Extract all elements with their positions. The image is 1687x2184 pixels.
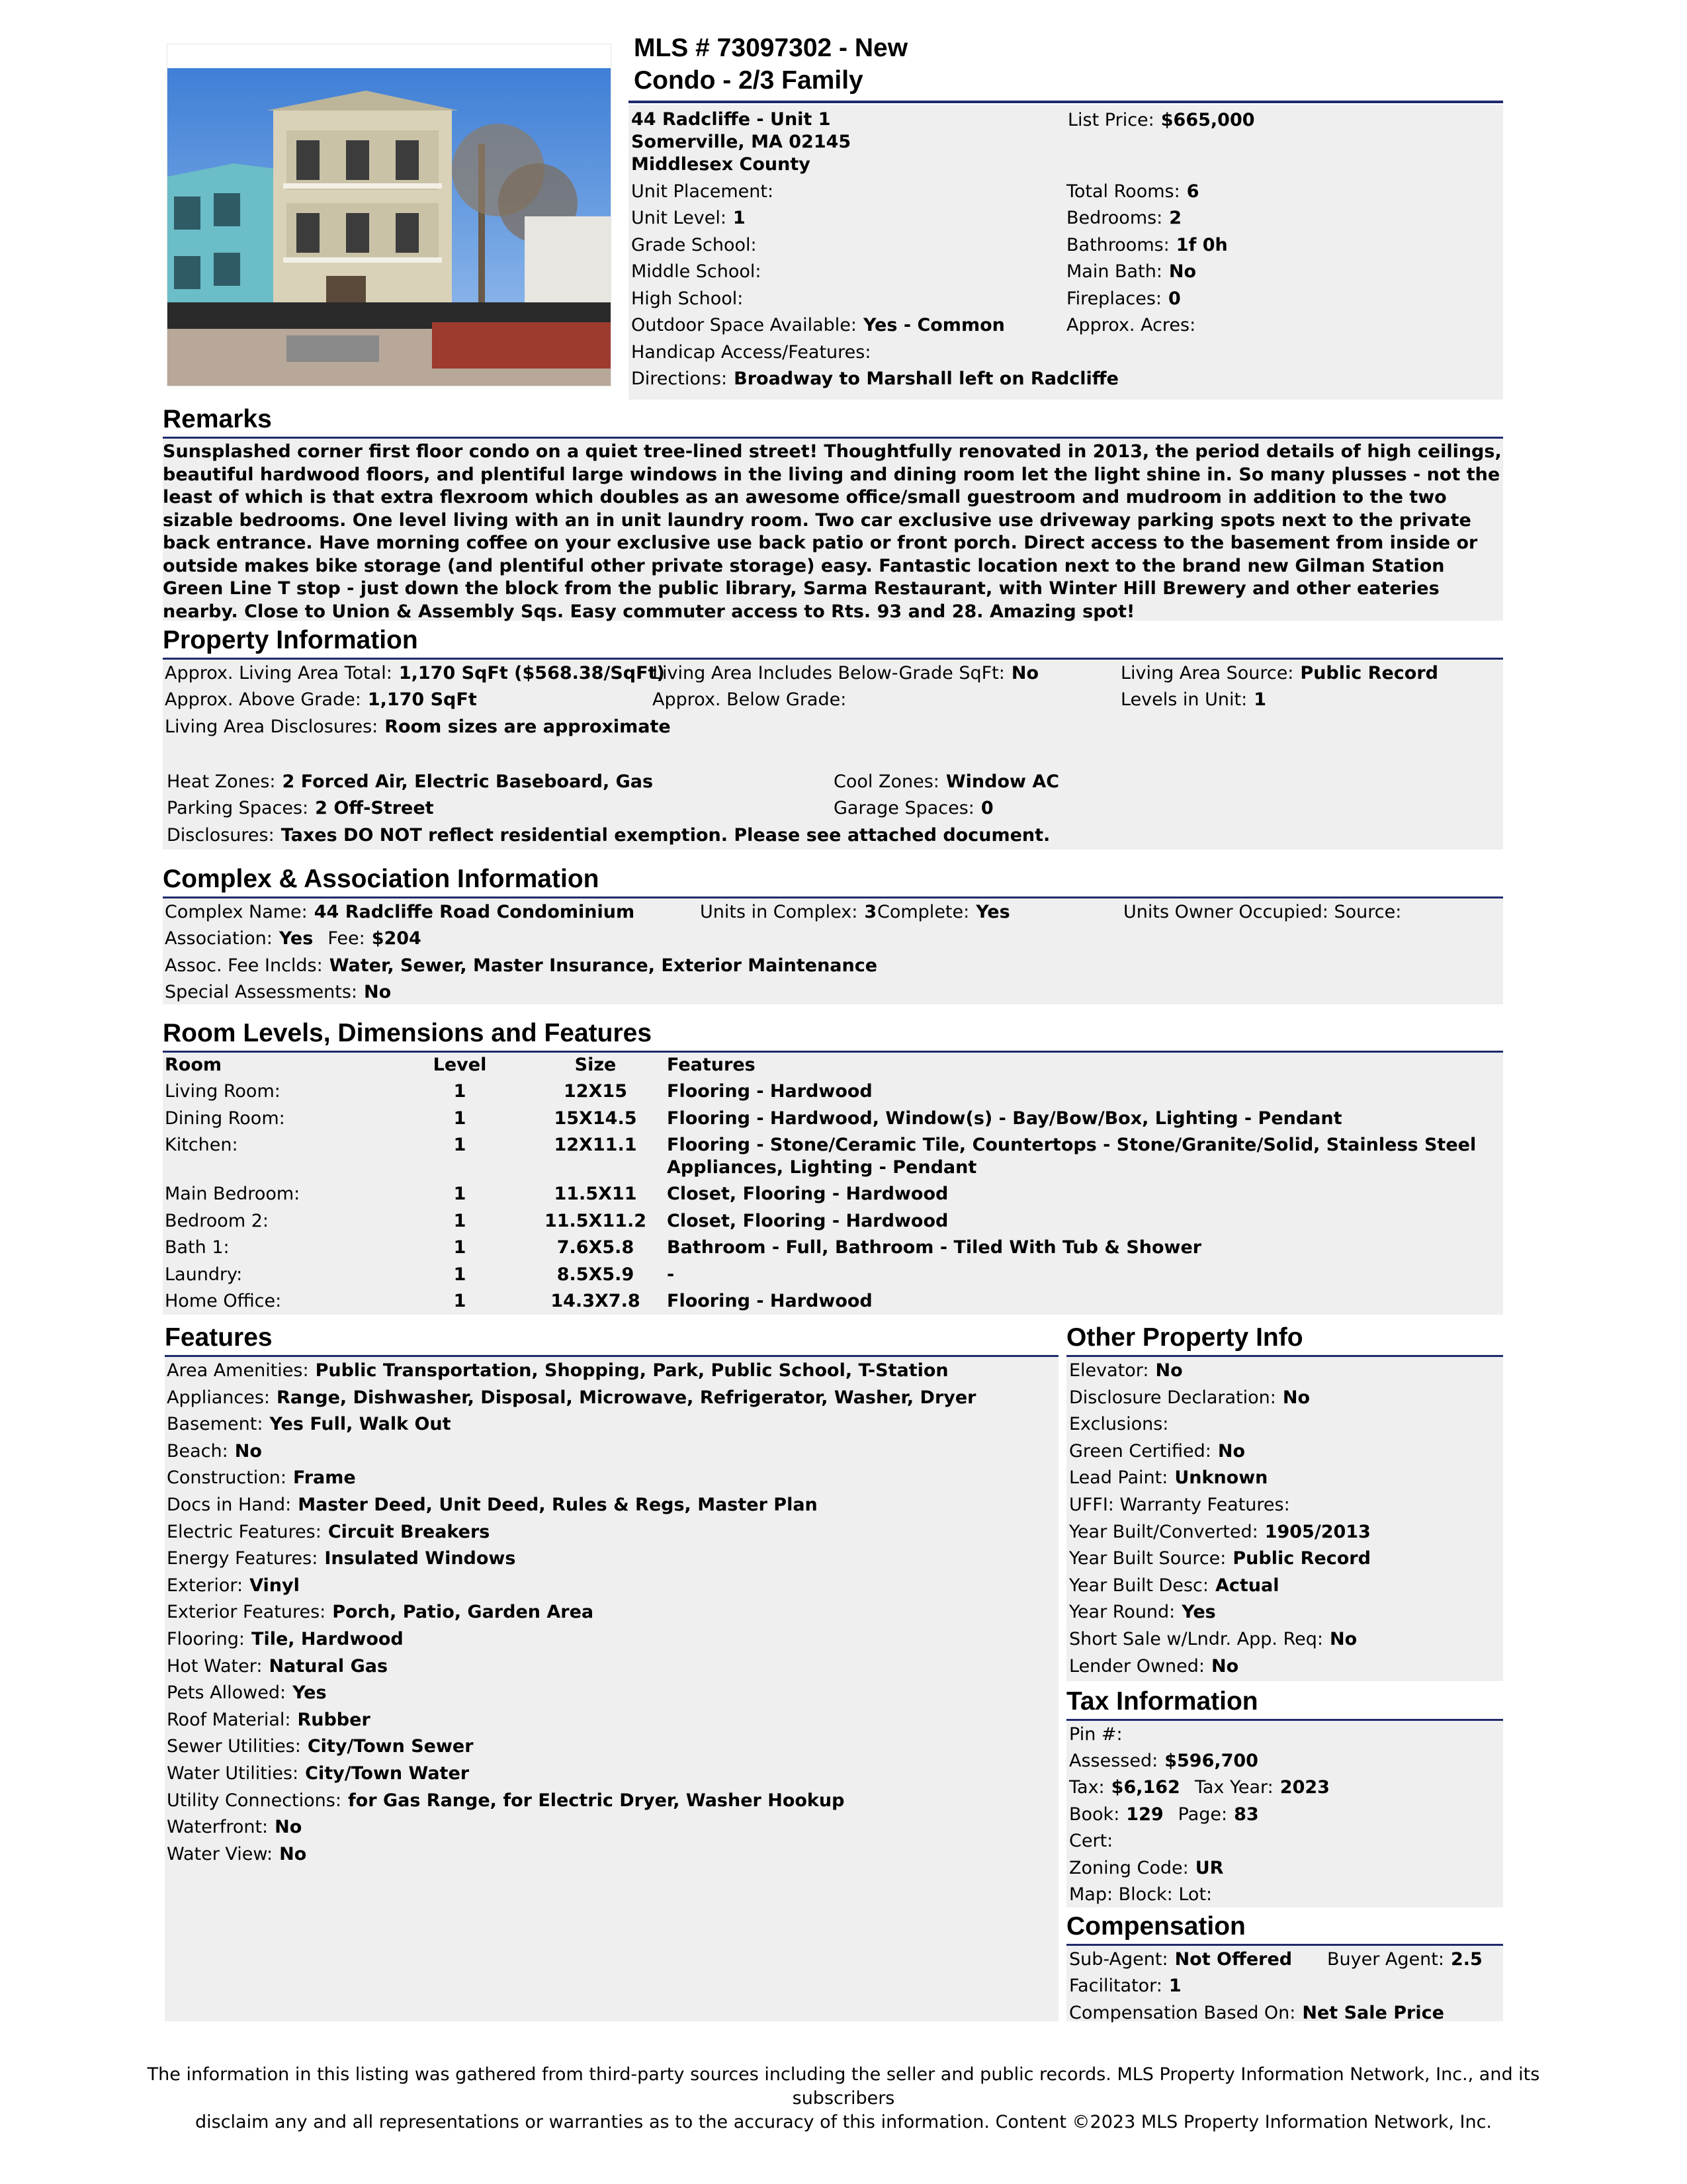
book-page: Book: 129 Page: 83: [1069, 1804, 1259, 1825]
fireplaces: Fireplaces: 0: [1066, 288, 1181, 309]
disclosures: Disclosures: Taxes DO NOT reflect residential exemption. Please see attached document.: [167, 825, 1051, 846]
total-rooms: Total Rooms: 6: [1066, 181, 1199, 202]
feature-item: Hot Water: Natural Gas: [167, 1655, 388, 1677]
levels-in-unit: Levels in Unit: 1: [1121, 689, 1266, 710]
other-info-item: Year Built/Converted: 1905/2013: [1069, 1521, 1371, 1542]
bathrooms: Bathrooms: 1f 0h: [1066, 235, 1228, 255]
feature-item: Construction: Frame: [167, 1467, 356, 1489]
facilitator: Facilitator: 1: [1069, 1976, 1182, 1996]
living-area-total: Approx. Living Area Total: 1,170 SqFt ($568.38/SqFt): [165, 663, 665, 683]
features-heading: Features: [165, 1323, 273, 1352]
feature-item: Energy Features: Insulated Windows: [167, 1548, 516, 1569]
grade-school: Grade School:: [631, 235, 757, 255]
feature-item: Roof Material: Rubber: [167, 1709, 370, 1730]
units-owner-occupied: Units Owner Occupied: Source:: [1123, 902, 1402, 922]
other-info-item: Disclosure Declaration: No: [1069, 1387, 1311, 1408]
remarks-heading: Remarks: [163, 405, 272, 433]
garage-spaces: Garage Spaces: 0: [834, 798, 994, 818]
tax-heading: Tax Information: [1066, 1687, 1258, 1716]
units-in-complex: Units in Complex: 3: [700, 902, 877, 922]
association-fee: $204: [371, 928, 421, 949]
compensation-heading: Compensation: [1066, 1912, 1246, 1941]
sub-agent: Sub-Agent: Not Offered: [1069, 1949, 1293, 1970]
property-type: Condo - 2/3 Family: [634, 66, 863, 95]
cool-zones: Cool Zones: Window AC: [834, 771, 1060, 792]
compensation-based-on: Compensation Based On: Net Sale Price: [1069, 2003, 1444, 2023]
assoc-fee-includes: Assoc. Fee Inclds: Water, Sewer, Master Insurance, Exterior Maintenance: [165, 955, 878, 976]
other-info-item: Year Built Source: Public Record: [1069, 1548, 1371, 1569]
rooms-header-features: Features: [667, 1055, 756, 1075]
association: Association: Yes Fee: $204: [165, 928, 421, 949]
other-info-item: Elevator: No: [1069, 1360, 1183, 1381]
feature-item: Docs in Hand: Master Deed, Unit Deed, Rules & Regs, Master Plan: [167, 1495, 818, 1515]
buyer-agent: Buyer Agent: 2.5: [1327, 1949, 1483, 1970]
tax-amount: Tax: $6,162 Tax Year: 2023: [1069, 1777, 1330, 1798]
disclaimer-footer: [99, 2063, 1588, 2134]
other-info-item: UFFI: Warranty Features:: [1069, 1495, 1290, 1515]
feature-item: Water View: No: [167, 1843, 307, 1864]
other-info-item: Year Built Desc: Actual: [1069, 1575, 1279, 1596]
list-price: List Price: $665,000: [1068, 110, 1255, 130]
map-block-lot: Map: Block: Lot:: [1069, 1884, 1213, 1905]
feature-item: Utility Connections: for Gas Range, for Electric Dryer, Washer Hookup: [167, 1790, 845, 1811]
living-area-source: Living Area Source: Public Record: [1121, 663, 1438, 683]
living-area-disclosures: Living Area Disclosures: Room sizes are approximate: [165, 717, 671, 737]
feature-item: Exterior: Vinyl: [167, 1575, 300, 1596]
tax-year: 2023: [1279, 1777, 1330, 1798]
approx-acres: Approx. Acres:: [1066, 315, 1196, 335]
feature-item: Water Utilities: City/Town Water: [167, 1763, 470, 1784]
middle-school: Middle School:: [631, 261, 761, 282]
feature-item: Basement: Yes Full, Walk Out: [167, 1414, 451, 1435]
zoning-code: Zoning Code: UR: [1069, 1858, 1224, 1878]
outdoor-space: Outdoor Space Available: Yes - Common: [631, 315, 1005, 335]
disclaimer-line2: disclaim any and all representations or warranties as to the accuracy of this information. Content ©2023 MLS Property Information Network, Inc.: [195, 2112, 1492, 2132]
other-info-item: Exclusions:: [1069, 1414, 1169, 1435]
unit-placement: Unit Placement:: [631, 181, 774, 202]
disclaimer-line1: The information in this listing was gathered from third-party sources including the seller and public records. MLS Property Information Network, Inc., and its subscribers: [147, 2064, 1540, 2109]
high-school: High School:: [631, 288, 744, 309]
other-info-item: Year Round: Yes: [1069, 1602, 1216, 1623]
property-info-panel: [163, 660, 1503, 850]
other-info-item: Green Certified: No: [1069, 1440, 1246, 1462]
other-info-item: Lead Paint: Unknown: [1069, 1467, 1268, 1489]
feature-item: Sewer Utilities: City/Town Sewer: [167, 1736, 474, 1757]
feature-item: Appliances: Range, Dishwasher, Disposal, Microwave, Refrigerator, Washer, Dryer: [167, 1387, 976, 1408]
house-photo: [167, 44, 611, 386]
parking-spaces: Parking Spaces: 2 Off-Street: [167, 798, 434, 818]
property-info-heading: Property Information: [163, 626, 418, 654]
address-county: Middlesex County: [631, 154, 810, 175]
complete: Complete: Yes: [877, 902, 1010, 922]
handicap-access: Handicap Access/Features:: [631, 342, 871, 363]
feature-item: Waterfront: No: [167, 1817, 302, 1838]
rooms-header-room: Room: [165, 1055, 222, 1075]
cert: Cert:: [1069, 1831, 1113, 1851]
rooms-header-size: Size: [574, 1055, 617, 1075]
main-bath: Main Bath: No: [1066, 261, 1197, 282]
feature-item: Pets Allowed: Yes: [167, 1682, 327, 1704]
bedrooms: Bedrooms: 2: [1066, 208, 1182, 228]
below-grade: Approx. Below Grade:: [652, 689, 847, 710]
feature-item: Exterior Features: Porch, Patio, Garden Area: [167, 1602, 594, 1623]
pin-number: Pin #:: [1069, 1724, 1123, 1745]
rooms-header-level: Level: [433, 1055, 487, 1075]
list-price-value: $665,000: [1160, 110, 1255, 130]
feature-item: Beach: No: [167, 1440, 262, 1462]
heat-zones: Heat Zones: 2 Forced Air, Electric Baseboard, Gas: [167, 771, 654, 792]
includes-below-grade: Living Area Includes Below-Grade SqFt: No: [652, 663, 1039, 683]
complex-heading: Complex & Association Information: [163, 865, 599, 893]
address-line1: 44 Radcliffe - Unit 1: [631, 109, 831, 130]
other-info-item: Lender Owned: No: [1069, 1655, 1239, 1677]
feature-item: Area Amenities: Public Transportation, Shopping, Park, Public School, T-Station: [167, 1360, 949, 1381]
listing-title: [634, 32, 908, 97]
above-grade: Approx. Above Grade: 1,170 SqFt: [165, 689, 477, 710]
special-assessments: Special Assessments: No: [165, 982, 392, 1002]
house-photo-svg: [167, 44, 611, 386]
other-info-heading: Other Property Info: [1066, 1323, 1303, 1352]
unit-level: Unit Level: 1: [631, 208, 746, 228]
address-line2: Somerville, MA 02145: [631, 132, 851, 152]
complex-name: Complex Name: 44 Radcliffe Road Condominium: [165, 902, 635, 922]
rooms-heading: Room Levels, Dimensions and Features: [163, 1019, 652, 1047]
feature-item: Electric Features: Circuit Breakers: [167, 1521, 490, 1542]
other-info-item: Short Sale w/Lndr. App. Req: No: [1069, 1629, 1358, 1649]
feature-item: Flooring: Tile, Hardwood: [167, 1629, 404, 1649]
assessed: Assessed: $596,700: [1069, 1751, 1258, 1771]
directions: Directions: Broadway to Marshall left on Radcliffe: [631, 369, 1119, 389]
mls-number: MLS # 73097302 - New: [634, 34, 908, 62]
remarks-text: Sunsplashed corner first floor condo on a quiet tree-lined street! Thoughtfully renovated in 2013, the period details of high ceilings, beautiful hardwood floors, and plentiful large windows in the living and dining room let the light shine in. So many plusses - not the least of which is that extra flexroom which doubles as an awesome office/small guestroom and mudroom in addition to the two sizable bedrooms. One level living with an in unit laundry room. Two car exclusive use driveway parking spots next to the private back entrance. Have morning coffee on your exclusive use back patio or front porch. Direct access to the basement from inside or outside makes bike storage (and plentiful other private storage) easy. Fantastic location next to the brand new Gilman Station Green Line T stop - just down the block from the public library, Sarma Restaurant, with Winter Hill Brewery and other eateries nearby. Close to Union & Assembly Sqs. Easy commuter access to Rts. 93 and 28. Amazing spot!: [163, 441, 1502, 622]
address-block: [631, 109, 851, 176]
header-rule: [628, 101, 1503, 103]
